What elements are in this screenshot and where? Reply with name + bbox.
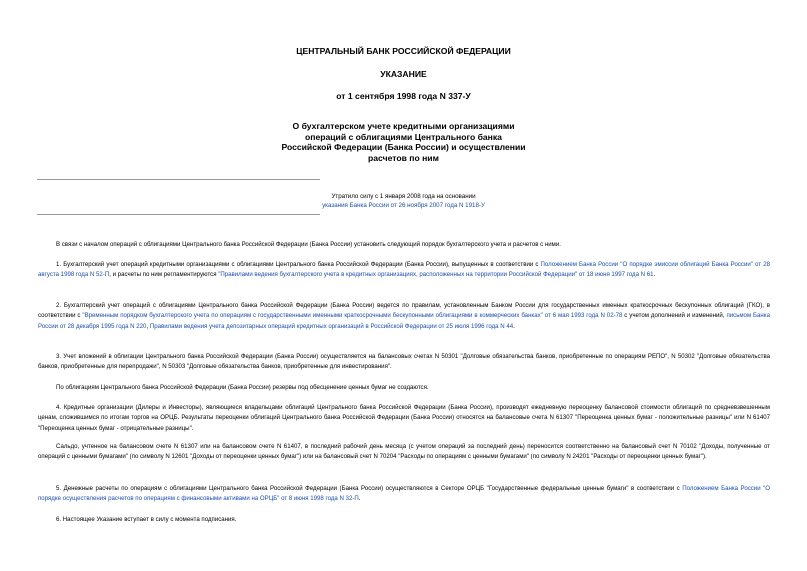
paragraph-text: , [146, 322, 150, 330]
link-regulation-32p[interactable]: Положением Банка России "О порядке осуществления расчетов по операциям с финансовыми активами на ОРЦБ" от 8 июня 1998 года N 32-П [38, 485, 770, 503]
document-title [0, 121, 807, 163]
paragraph-text: 1. Бухгалтерский учет операций кредитными организациями с облигациями Центрального банка Российской Федерации (Банка России), выпущенных в соответствии с [56, 261, 541, 268]
issuer-name: ЦЕНТРАЛЬНЫЙ БАНК РОССИЙСКОЙ ФЕДЕРАЦИИ [296, 46, 511, 56]
paragraph-text: Сальдо, учтенное на балансовом счете N 61307 или на балансовом счете N 61407, в последний рабочий день месяца (с учетом операций за последний день) переносится соответственно на балансовый счет N 70102 "Доходы, полученные от операций с ценными бумагами" (по символу N 12601 "Доходы от переоценки ценных бумаг") или на балансовый счет N 70204 "Расходы по операциям с ценными бумагами" (по символу N 24201 "Расходы от переоценки ценных бумаг"). [38, 443, 770, 461]
paragraph-6 [38, 515, 770, 525]
paragraph-text: с учетом дополнений и изменений, [622, 312, 727, 320]
link-depository-rules-44[interactable]: Правилами ведения учета депозитарных операций кредитных организаций в Российской Федерации от 25 июля 1996 года N 44 [149, 322, 514, 330]
paragraph-4-balance [38, 442, 770, 463]
title-line: операций с облигациями Центрального банка [305, 131, 502, 142]
paragraph-text: 4. Кредитные организации (Дилеры и Инвесторы), являющиеся владельцами облигаций Центрального банка Российской Федерации (Банка России), производят ежедневную переоценку балансовой стоимости облигаций по средневзвешенным ценам, сложившимся по итогам торгов на ОРЦБ. Результаты переоценки облигаций Центрального банка Российской Федерации (Банка России) относятся на балансовые счета N 61307 "Переоценка ценных бумаг - положительные разницы" или N 61407 "Переоценка ценных бумаг - отрицательные разницы". [38, 404, 770, 432]
paragraph-1 [38, 260, 770, 281]
link-temporary-procedure[interactable]: "Временным порядком бухгалтерского учета по операциям с государственными именными краткосрочными бескупонными облигациями в коммерческих банках" от 6 мая 1993 года N 02-78 [82, 312, 623, 320]
divider-top [37, 179, 320, 180]
link-rules-61[interactable]: "Правилами ведения бухгалтерского учета в кредитных организациях, расположенных на территории Российской Федерации" от 18 июня 1997 года N 61 [218, 271, 654, 279]
paragraph-3-note [38, 383, 770, 393]
paragraph-text: 6. Настоящее Указание вступает в силу с момента подписания. [56, 516, 237, 523]
paragraph-4 [38, 403, 770, 434]
document-date-number: от 1 сентября 1998 года N 337-У [336, 91, 471, 101]
title-line: Российской Федерации (Банка России) и осуществлении [281, 142, 526, 153]
paragraph-text: По облигациям Центрального банка Российской Федерации (Банка России) резервы под обесценение ценных бумаг не создаются. [56, 384, 429, 391]
status-note: Утратило силу с 1 января 2008 года на основании [331, 193, 476, 200]
status-note-link[interactable]: указания Банка России от 26 ноября 2007 года N 1918-У [322, 202, 485, 209]
paragraph-text: 3. Учет вложений в облигации Центрального банка Российской Федерации (Банка России) осуществляется на балансовых счетах N 50301 "Долговые обязательства банков, приобретенные по операциям РЕПО", N 50302 "Долговые обязательства банков, приобретенные для перепродажи", N 50303 "Долговые обязательства банков, приобретенные для инвестирования". [38, 353, 770, 371]
paragraph-text: 2. Бухгалтерский учет операций с облигациями Центрального банка Российской Федерации (Банка России) ведется по правилам, установленным Банком России для государственных именных краткосрочных бескупонных облигаций (ГКО), в соответствии с [38, 302, 770, 320]
link-regulation-52p[interactable]: Положением Банка России "О порядке эмиссии облигаций Банка России" от 28 августа 1998 года N 52-П [38, 261, 770, 279]
paragraph-2 [38, 301, 770, 332]
link-letter-220[interactable]: письмом Банка России от 28 декабря 1995 года N 220 [38, 312, 770, 330]
paragraph-5 [38, 484, 770, 505]
title-line: О бухгалтерском учете кредитными организациями [292, 121, 515, 131]
paragraph-text: , и расчеты по ним регламентируются [109, 271, 219, 279]
paragraph-3 [38, 352, 770, 373]
paragraph-text: . [513, 322, 515, 330]
paragraph-text: . [653, 271, 656, 279]
divider-bottom [37, 214, 320, 215]
document-type: УКАЗАНИЕ [380, 69, 427, 79]
paragraph-text: . [358, 495, 361, 503]
title-line: расчетов по ним [368, 152, 439, 163]
paragraph-text: 5. Денежные расчеты по операциям с облигациями Центрального банка Российской Федерации (Банка России) осуществляются в Секторе ОРЦБ "Государственные федеральные ценные бумаги" в соответствии с [56, 485, 683, 492]
paragraph-text: В связи с началом операций с облигациями Центрального банка Российской Федерации (Банка России) установить следующий порядок бухгалтерского учета и расчетов с ними. [56, 241, 561, 248]
paragraph-intro [38, 240, 770, 250]
